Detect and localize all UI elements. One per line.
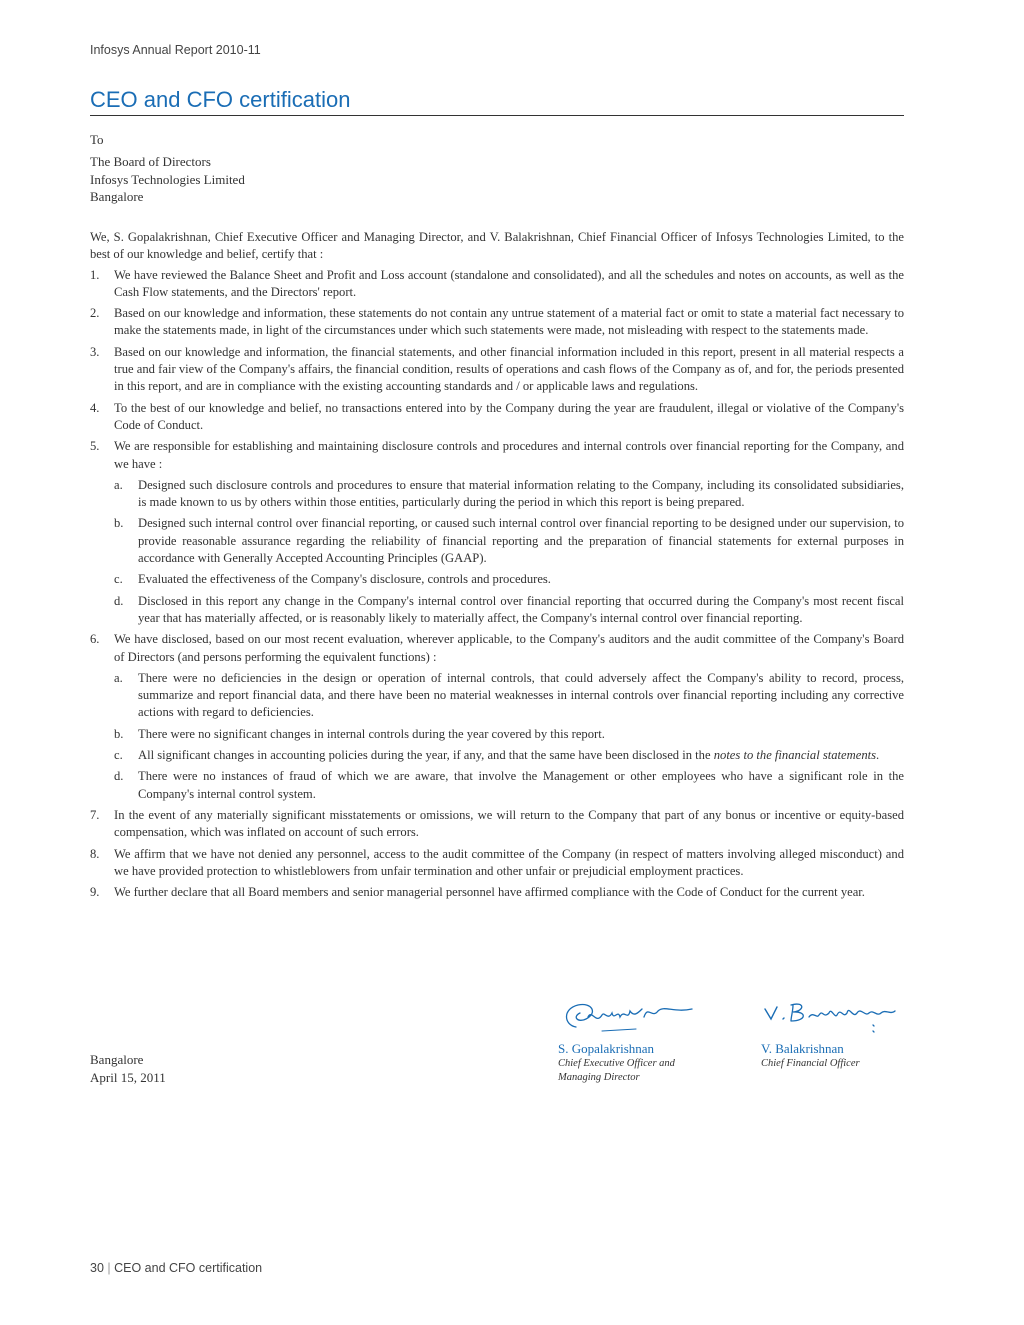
item-text: We are responsible for establishing and maintaining disclosure controls and procedures and internal controls over financial reporting for the Company, and we have :: [114, 439, 904, 471]
item-number: 4.: [90, 400, 100, 415]
title-divider: [90, 115, 904, 116]
sub-item-text: Disclosed in this report any change in the Company's internal control over financial reporting that occurred during the Company's most recent fiscal year that has materially affected, or is reasonably likely to materially affect, the Company's internal control over financial reporting.: [138, 593, 904, 625]
sub-item-text: All significant changes in accounting policies during the year, if any, and that the same have been disclosed in the: [138, 748, 714, 763]
item-number: 2.: [90, 306, 100, 321]
sub-list-item: [114, 477, 904, 512]
sub-item-letter: c.: [114, 572, 123, 587]
report-header: Infosys Annual Report 2010-11: [90, 43, 261, 57]
sub-list-item: [114, 571, 904, 588]
sub-item-text: Designed such internal control over financial reporting, or caused such internal control over financial reporting to be designed under our supervision, to provide reasonable assurance regarding the reliability of financial reporting and the preparation of financial statements for external purposes in accordance with Generally Accepted Accounting Principles (GAAP).: [138, 516, 904, 566]
list-item: [90, 807, 904, 842]
list-item: [90, 267, 904, 302]
item-text: We have disclosed, based on our most recent evaluation, wherever applicable, to the Company's auditors and the audit committee of the Company's Board of Directors (and persons performing the equivalent functions) :: [114, 632, 904, 664]
sub-item-text: There were no instances of fraud of which we are aware, that involve the Management or other employees who have a significant role in the Company's internal control system.: [138, 769, 904, 801]
sub-item-letter: b.: [114, 726, 124, 741]
sub-item-text: There were no significant changes in internal controls during the year covered by this report.: [138, 726, 605, 741]
cfo-title: Chief Financial Officer: [761, 1058, 860, 1069]
ceo-signature: [558, 995, 698, 1037]
cfo-signature-block: [761, 995, 901, 1071]
list-item: [90, 846, 904, 881]
item-text: In the event of any materially significant misstatements or omissions, we will return to the Company that part of any bonus or incentive or equity-based compensation, which was inflated on account of such errors.: [114, 807, 904, 840]
addressee-block: [90, 131, 245, 205]
sub-list: [114, 477, 904, 627]
item-text: We further declare that all Board members and senior managerial personnel have affirmed compliance with the Code of Conduct for the current year.: [114, 885, 865, 900]
date: April 15, 2011: [90, 1070, 166, 1085]
item-text: We have reviewed the Balance Sheet and Profit and Loss account (standalone and consolidated), and all the schedules and notes on accounts, as well as the Cash Flow statements, and the Directors' report.: [114, 267, 904, 299]
list-item: [90, 438, 904, 627]
list-item: [90, 631, 904, 803]
place-date-block: [90, 1051, 166, 1087]
place: Bangalore: [90, 1052, 144, 1067]
item-text: We affirm that we have not denied any personnel, access to the audit committee of the Company (in respect of matters involving alleged misconduct) and we have provided protection to whistleblowers from unfair termination and other unfair or prejudicial employment practices.: [114, 846, 904, 878]
sub-item-letter: b.: [114, 516, 124, 531]
sub-list: [114, 670, 904, 803]
intro-paragraph: We, S. Gopalakrishnan, Chief Executive Officer and Managing Director, and V. Balakrishnan, Chief Financial Officer of Infosys Technologies Limited, to the best of our knowledge and belief, certify that :: [90, 230, 904, 262]
item-text: To the best of our knowledge and belief, no transactions entered into by the Company during the year are fraudulent, illegal or violative of the Company's Code of Conduct.: [114, 400, 904, 432]
sub-item-letter: d.: [114, 769, 124, 784]
list-item: [90, 344, 904, 396]
sub-list-item: [114, 593, 904, 628]
item-number: 9.: [90, 885, 100, 900]
addressee-line: Bangalore: [90, 188, 144, 204]
page-number: 30: [90, 1261, 104, 1275]
item-text: Based on our knowledge and information, these statements do not contain any untrue statement of a material fact or omit to state a material fact necessary to make the statements made, in light of the circumstances under which such statements were made, not misleading with respect to the statements made.: [114, 306, 904, 338]
item-number: 1.: [90, 267, 100, 282]
sub-item-letter: a.: [114, 477, 123, 492]
sub-item-text-end: .: [876, 748, 880, 763]
item-number: 3.: [90, 344, 100, 359]
sub-item-text: Evaluated the effectiveness of the Company's disclosure, controls and procedures.: [138, 572, 551, 587]
item-number: 7.: [90, 807, 100, 822]
ceo-title: Chief Executive Officer and Managing Director: [558, 1058, 675, 1083]
addressee-line: The Board of Directors: [90, 154, 211, 170]
sub-list-item: [114, 747, 904, 764]
ceo-signature-block: [558, 995, 698, 1085]
sub-item-letter: d.: [114, 593, 124, 608]
sub-item-letter: a.: [114, 670, 123, 685]
item-number: 5.: [90, 439, 100, 454]
page-footer: [90, 1261, 262, 1275]
addressee-to: To: [90, 132, 104, 147]
sub-list-item: [114, 670, 904, 722]
certification-body: [90, 229, 904, 905]
footer-section: CEO and CFO certification: [114, 1261, 263, 1275]
list-item: [90, 400, 904, 435]
cfo-signature: [761, 995, 901, 1037]
item-number: 6.: [90, 632, 100, 647]
footer-separator: |: [107, 1261, 111, 1275]
sub-list-item: [114, 515, 904, 567]
sub-item-text: There were no deficiencies in the design or operation of internal controls, that could adversely affect the Company's ability to record, process, summarize and report financial data, and there have been no material weaknesses in internal controls over financial reporting including any corrective actions with regard to deficiencies.: [138, 670, 904, 720]
list-item: [90, 884, 904, 901]
list-item: [90, 305, 904, 340]
sub-item-italic-text: notes to the financial statements: [713, 748, 877, 763]
item-number: 8.: [90, 846, 100, 861]
sub-list-item: [114, 726, 904, 743]
addressee-line: Infosys Technologies Limited: [90, 171, 245, 187]
sub-item-text: Designed such disclosure controls and procedures to ensure that material information relating to the Company, including its consolidated subsidiaries, is made known to us by others within those entities, particularly during the period in which this report is being prepared.: [138, 477, 904, 510]
certification-list: [90, 267, 904, 902]
ceo-name: S. Gopalakrishnan: [558, 1041, 655, 1056]
item-text: Based on our knowledge and information, the financial statements, and other financial information included in this report, present in all material respects a true and fair view of the Company's affairs, the financial condition, results of operations and cash flows of the Company as of, and for, the periods presented in this report, and are in compliance with the existing accounting standards and / or applicable laws and regulations.: [114, 344, 904, 394]
cfo-name: V. Balakrishnan: [761, 1041, 844, 1056]
page-title: CEO and CFO certification: [90, 87, 351, 112]
sub-item-letter: c.: [114, 748, 123, 763]
sub-list-item: [114, 768, 904, 803]
